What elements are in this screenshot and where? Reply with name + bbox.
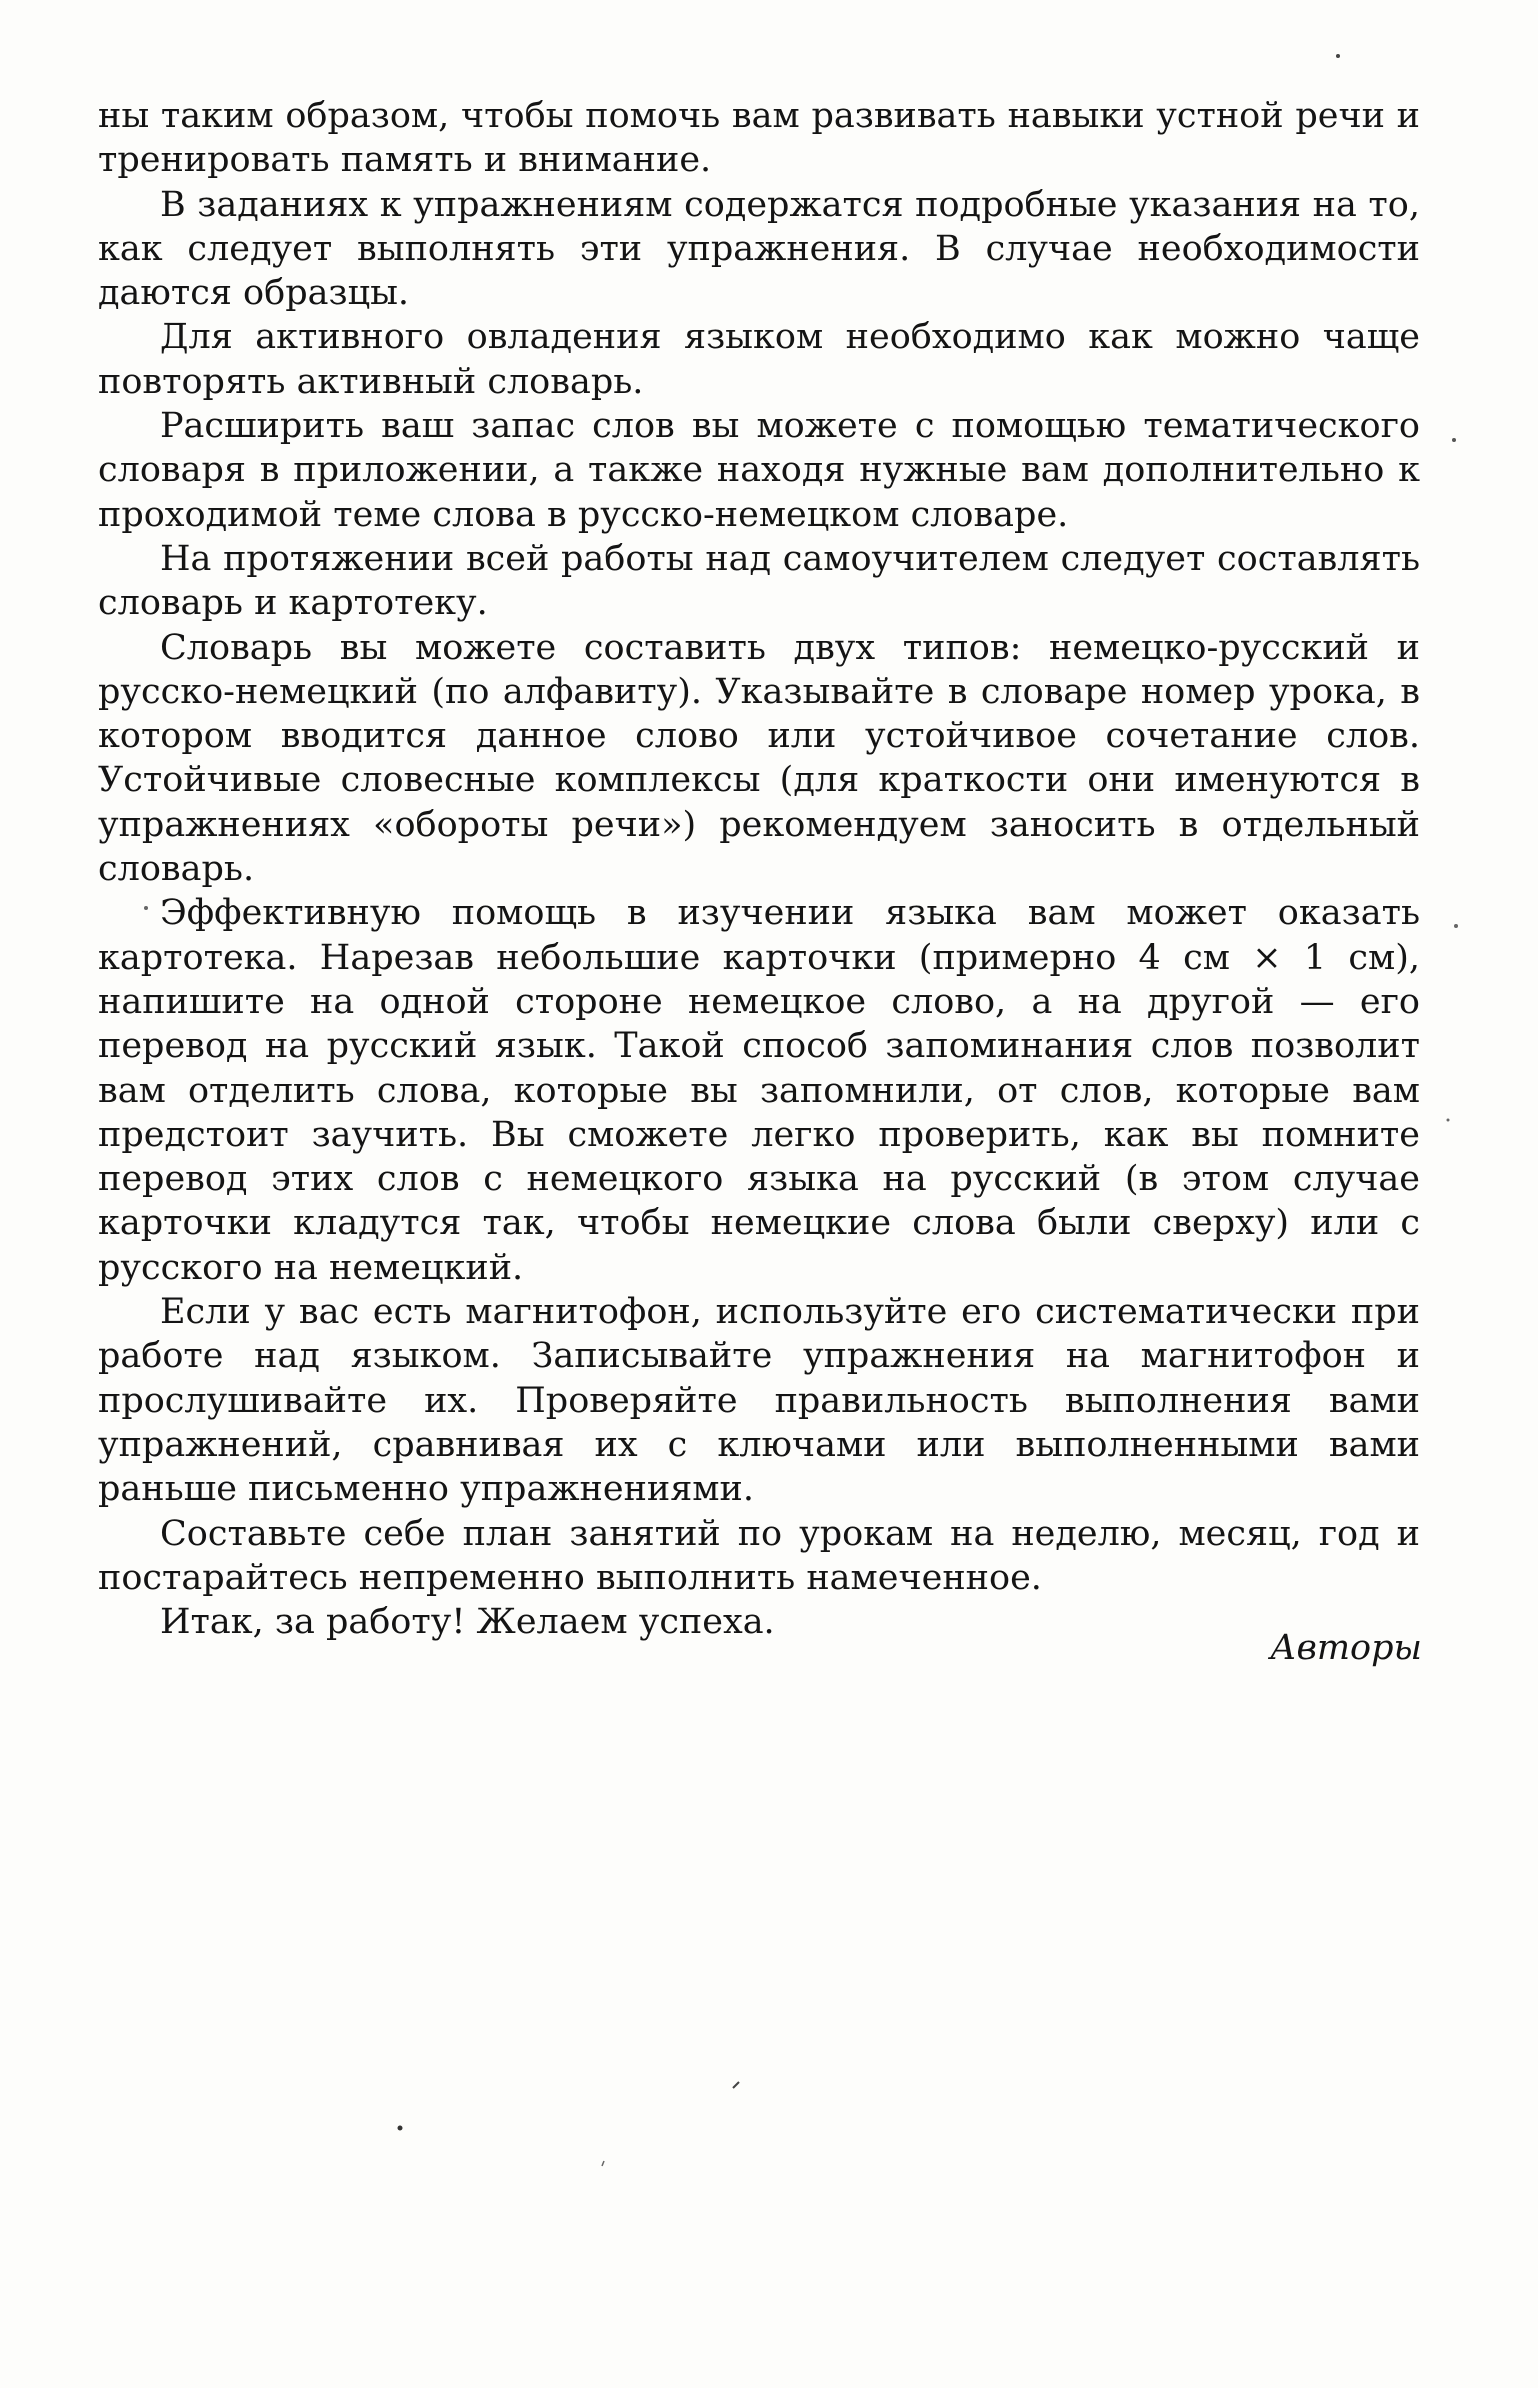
paragraph-closing: Итак, за работу! Желаем успеха.	[160, 1602, 775, 1643]
paragraph-exercise-instructions: В заданиях к упражнениям содержатся подробные указания на то, как следует выполнять эти упражнения. В случае необходимости даются образцы.	[98, 184, 1420, 314]
paragraph-tape-recorder: Если у вас есть магнитофон, используйте его систематически при работе над языком. Записывайте упражнения на магнитофон и прослушивайте их. Проверяйте правильность выполнения вами упражнений, сравнивая их с ключами или выполненными вами раньше письменно упражнениями.	[98, 1292, 1420, 1510]
authors-signature: Авторы	[1269, 1628, 1422, 1668]
body-text	[98, 94, 1420, 1644]
paragraph-dictionary-types: Словарь вы можете составить двух типов: немецко-русский и русско-немецкий (по алфавиту). Указывайте в словаре номер урока, в котором вводится данное слово или устойчивое сочетание слов. Устойчивые словесные комплексы (для краткости они именуются в упражнениях «обороты речи») рекомендуем заносить в отдельный словарь.	[98, 627, 1420, 890]
paragraph-card-index: Эффективную помощь в изучении языка вам может оказать картотека. Нарезав небольшие карточки (примерно 4 см × 1 см), напишите на одной стороне немецкое слово, а на другой — его перевод на русский язык. Такой способ запоминания слов позволит вам отделить слова, которые вы запомнили, от слов, которые вам предстоит заучить. Вы сможете легко проверить, как вы помните перевод этих слов с немецкого языка на русский (в этом случае карточки кладутся так, чтобы немецкие слова были сверху) или с русского на немецкий.	[98, 893, 1420, 1288]
paragraph-continuation: ны таким образом, чтобы помочь вам развивать навыки устной речи и тренировать память и внимание.	[98, 96, 1420, 181]
paragraph-active-vocabulary: Для активного овладения языком необходимо как можно чаще повторять активный словарь.	[98, 317, 1420, 402]
paragraph-study-plan: Составьте себе план занятий по урокам на неделю, месяц, год и постарайтесь непременно выполнить намеченное.	[98, 1513, 1420, 1598]
paragraph-dictionary-and-cards: На протяжении всей работы над самоучителем следует составлять словарь и картотеку.	[98, 538, 1420, 624]
paragraph-expand-vocabulary: Расширить ваш запас слов вы можете с помощью тематического словаря в приложении, а также находя нужные вам дополнительно к проходимой теме слова в русско-немецком словаре.	[98, 406, 1420, 535]
